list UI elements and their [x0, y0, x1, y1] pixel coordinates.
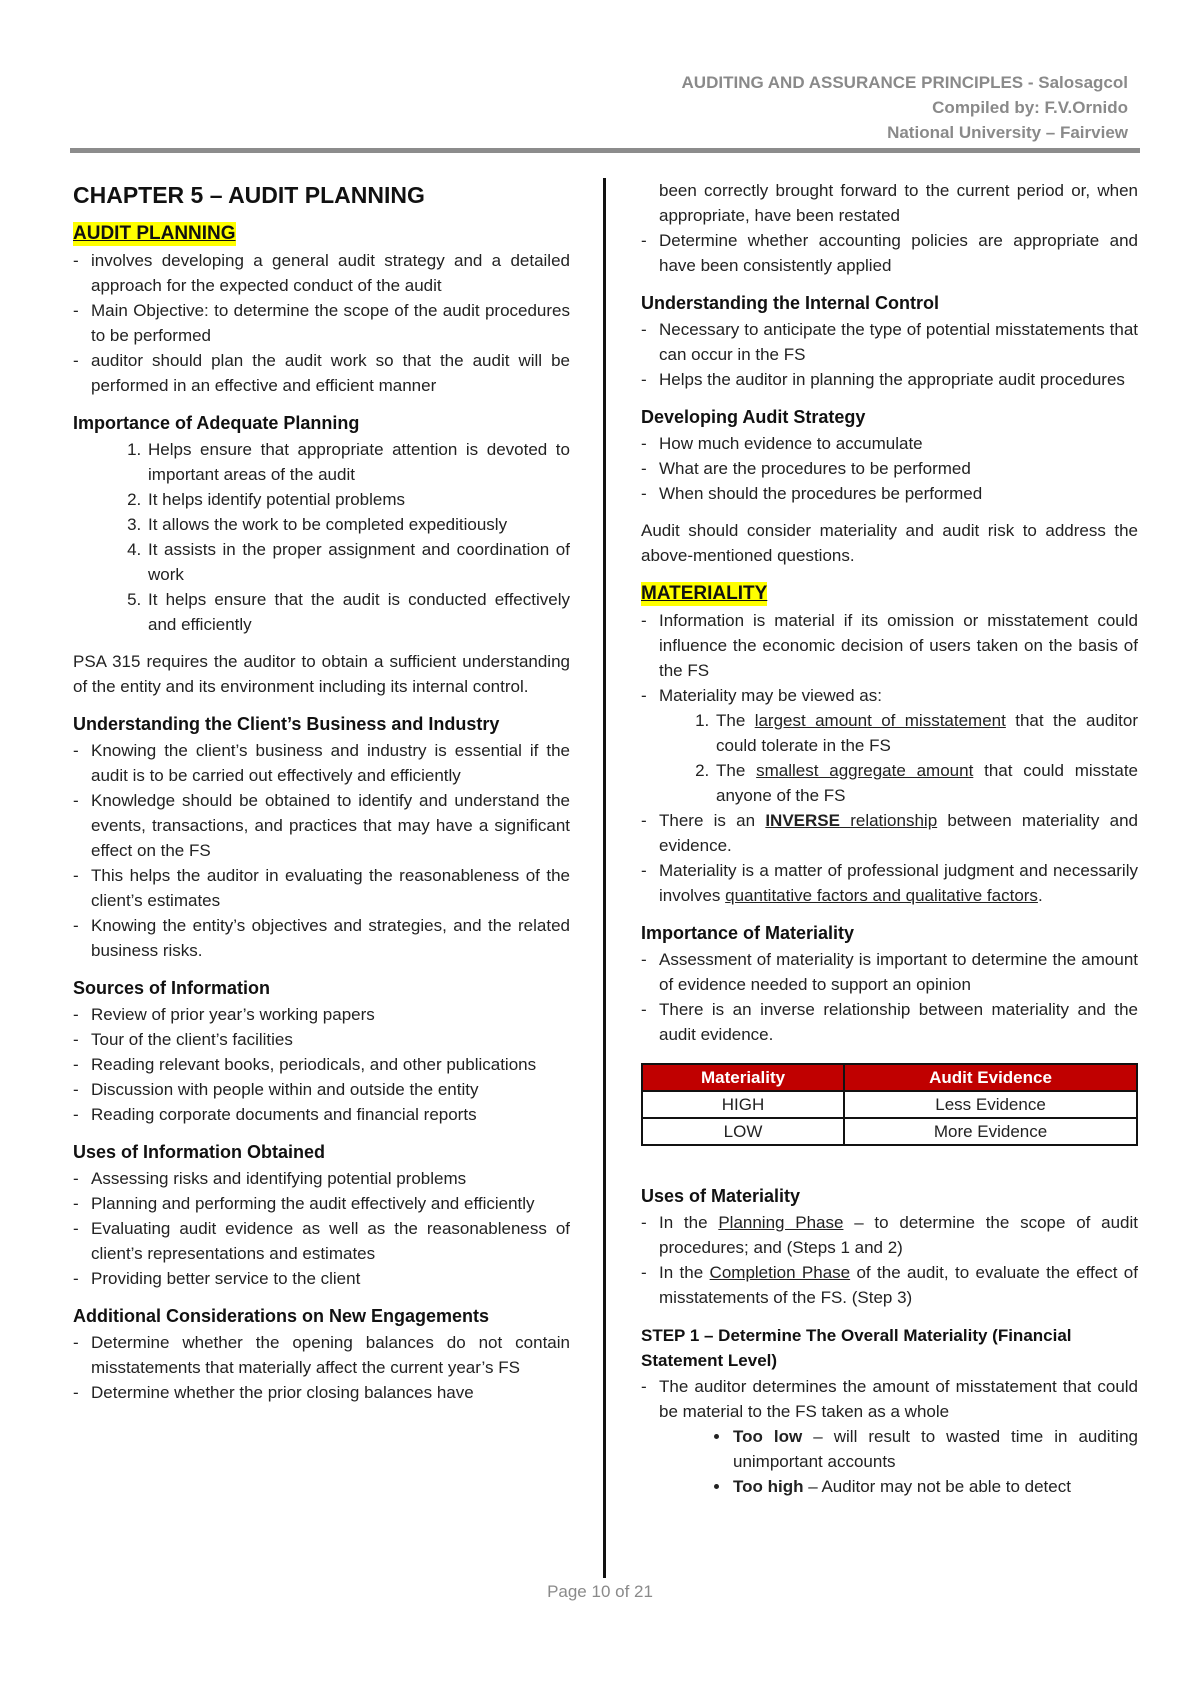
audit-planning-heading: AUDIT PLANNING [73, 223, 236, 244]
sources-heading: Sources of Information [73, 978, 271, 998]
list-item: - Determine whether the opening balances do not contain misstatements that materially affect the current year’s FS [73, 1330, 570, 1380]
bold-text: Too high [733, 1477, 804, 1496]
materiality-heading: MATERIALITY [641, 583, 768, 604]
internal-control-list [641, 317, 1138, 392]
list-item: - Reading corporate documents and financial reports [73, 1102, 570, 1127]
table-header: Materiality [642, 1064, 844, 1091]
list-item [641, 1374, 1138, 1499]
table-cell: HIGH [642, 1091, 844, 1118]
text: . [1037, 886, 1043, 905]
table-row [642, 1091, 1137, 1118]
strategy-heading: Developing Audit Strategy [641, 407, 866, 427]
materiality-views-list [659, 708, 1138, 808]
text: – Auditor may not be able to detect [803, 1477, 1071, 1496]
list-item: 4. It assists in the proper assignment and coordination of work [146, 537, 570, 587]
left-column [73, 180, 570, 1405]
text: In the [659, 1213, 719, 1232]
importance-planning-list [73, 437, 570, 637]
list-item: - Determine whether accounting policies are appropriate and have been consistently applied [641, 228, 1138, 278]
right-column [641, 178, 1138, 1499]
list-item: - Helps the auditor in planning the appropriate audit procedures [641, 367, 1138, 392]
uses-info-list [73, 1166, 570, 1291]
importance-materiality-heading: Importance of Materiality [641, 923, 855, 943]
bold-underlined-text: INVERSE [765, 811, 840, 830]
text: In the [659, 1263, 710, 1282]
list-item [641, 1210, 1138, 1260]
list-item: - Information is material if its omission or misstatement could influence the economic decision of users taken on the basis of the FS [641, 608, 1138, 683]
additional-heading: Additional Considerations on New Engagements [73, 1306, 490, 1326]
underlined-text: Completion Phase [709, 1263, 851, 1282]
step1-bullets [659, 1424, 1138, 1499]
list-item: - Knowledge should be obtained to identify and understand the events, transactions, and practices that may have a significant effect on the FS [73, 788, 570, 863]
list-item: - Knowing the client’s business and industry is essential if the audit is to be carried out effectively and efficiently [73, 738, 570, 788]
list-item: 5. It helps ensure that the audit is conducted effectively and efficiently [146, 587, 570, 637]
underlined-text: relationship [839, 811, 938, 830]
text: between materiality and evidence. [659, 811, 1138, 855]
strategy-list [641, 431, 1138, 506]
step1-list [641, 1374, 1138, 1499]
table-cell: Less Evidence [844, 1091, 1137, 1118]
list-item: 2. It helps identify potential problems [146, 487, 570, 512]
chapter-title: CHAPTER 5 – AUDIT PLANNING [73, 182, 425, 208]
list-item-continued: been correctly brought forward to the current period or, when appropriate, have been restated [659, 181, 1138, 225]
list-item: - Review of prior year’s working papers [73, 1002, 570, 1027]
list-item: - Necessary to anticipate the type of potential misstatements that can occur in the FS [641, 317, 1138, 367]
audit-planning-list [73, 248, 570, 398]
list-item: - This helps the auditor in evaluating the reasonableness of the client’s estimates [73, 863, 570, 913]
text: that could misstate anyone of the FS [716, 761, 1138, 805]
text: The [716, 711, 755, 730]
list-item [641, 858, 1138, 908]
page-header [682, 70, 1128, 145]
list-item [641, 683, 1138, 808]
text: – will result to wasted time in auditing unimportant accounts [733, 1427, 1138, 1471]
list-item: - involves developing a general audit strategy and a detailed approach for the expected conduct of the audit [73, 248, 570, 298]
client-business-list [73, 738, 570, 963]
step1-heading: STEP 1 – Determine The Overall Materiality (Financial Statement Level) [641, 1326, 1072, 1370]
text: that the auditor could tolerate in the FS [716, 711, 1138, 755]
materiality-evidence-table [641, 1063, 1138, 1146]
list-item: - When should the procedures be performed [641, 481, 1138, 506]
importance-materiality-list [641, 947, 1138, 1047]
list-item: - Reading relevant books, periodicals, and other publications [73, 1052, 570, 1077]
additional-continued-list [641, 178, 1138, 278]
strategy-paragraph: Audit should consider materiality and audit risk to address the above-mentioned questions. [641, 521, 1138, 565]
importance-planning-heading: Importance of Adequate Planning [73, 413, 360, 433]
text: – to determine the scope of audit procedures; and (Steps 1 and 2) [659, 1213, 1138, 1257]
client-business-heading: Understanding the Client’s Business and Industry [73, 714, 500, 734]
list-item [731, 1474, 1138, 1499]
list-item [714, 758, 1138, 808]
list-item: - Main Objective: to determine the scope of the audit procedures to be performed [73, 298, 570, 348]
header-course-title: AUDITING AND ASSURANCE PRINCIPLES - Salosagcol [681, 73, 1128, 92]
list-item: - How much evidence to accumulate [641, 431, 1138, 456]
list-item: - Determine whether the prior closing balances have [73, 1380, 570, 1405]
uses-info-heading: Uses of Information Obtained [73, 1142, 326, 1162]
internal-control-heading: Understanding the Internal Control [641, 293, 940, 313]
text: The [716, 761, 757, 780]
text: of the audit, to evaluate the effect of misstatements of the FS. (Step 3) [659, 1263, 1138, 1307]
underlined-text: largest amount of misstatement [754, 711, 1006, 730]
list-item: - Assessing risks and identifying potential problems [73, 1166, 570, 1191]
psa-paragraph: PSA 315 requires the auditor to obtain a sufficient understanding of the entity and its environment including its internal control. [73, 652, 570, 696]
list-item: - What are the procedures to be performed [641, 456, 1138, 481]
additional-list [73, 1330, 570, 1405]
sources-list [73, 1002, 570, 1127]
list-item [641, 1260, 1138, 1310]
list-item: - There is an inverse relationship between materiality and the audit evidence. [641, 997, 1138, 1047]
table-header: Audit Evidence [844, 1064, 1137, 1091]
uses-materiality-heading: Uses of Materiality [641, 1186, 801, 1206]
materiality-list [641, 608, 1138, 908]
list-item: - Discussion with people within and outside the entity [73, 1077, 570, 1102]
column-divider [603, 178, 606, 1578]
underlined-text: smallest aggregate amount [756, 761, 974, 780]
page-number: Page 10 of 21 [547, 1582, 653, 1601]
list-item: - Evaluating audit evidence as well as the reasonableness of client’s representations and estimates [73, 1216, 570, 1266]
list-item: - Tour of the client’s facilities [73, 1027, 570, 1052]
bold-text: Too low [733, 1427, 803, 1446]
list-item [714, 708, 1138, 758]
list-item: - Providing better service to the client [73, 1266, 570, 1291]
materiality-viewed-text: Materiality may be viewed as: [659, 686, 882, 705]
list-item [641, 808, 1138, 858]
list-item: 3. It allows the work to be completed expeditiously [146, 512, 570, 537]
header-compiler: Compiled by: F.V.Ornido [932, 98, 1128, 117]
header-school: National University – Fairview [887, 123, 1128, 142]
list-item: 1. Helps ensure that appropriate attention is devoted to important areas of the audit [146, 437, 570, 487]
table-cell: LOW [642, 1118, 844, 1145]
table-header-row [642, 1064, 1137, 1091]
list-item: - Planning and performing the audit effectively and efficiently [73, 1191, 570, 1216]
text: Materiality is a matter of professional judgment and necessarily involves [659, 861, 1138, 905]
header-divider [70, 148, 1140, 153]
uses-materiality-list [641, 1210, 1138, 1310]
table-cell: More Evidence [844, 1118, 1137, 1145]
underlined-text: quantitative factors and qualitative factors [725, 886, 1038, 905]
list-item: - auditor should plan the audit work so that the audit will be performed in an effective and efficient manner [73, 348, 570, 398]
text: The auditor determines the amount of misstatement that could be material to the FS taken as a whole [659, 1377, 1138, 1421]
text: There is an [659, 811, 766, 830]
list-item: - Assessment of materiality is important to determine the amount of evidence needed to support an opinion [641, 947, 1138, 997]
list-item [731, 1424, 1138, 1474]
table-row [642, 1118, 1137, 1145]
underlined-text: Planning Phase [718, 1213, 844, 1232]
list-item: - Knowing the entity’s objectives and strategies, and the related business risks. [73, 913, 570, 963]
